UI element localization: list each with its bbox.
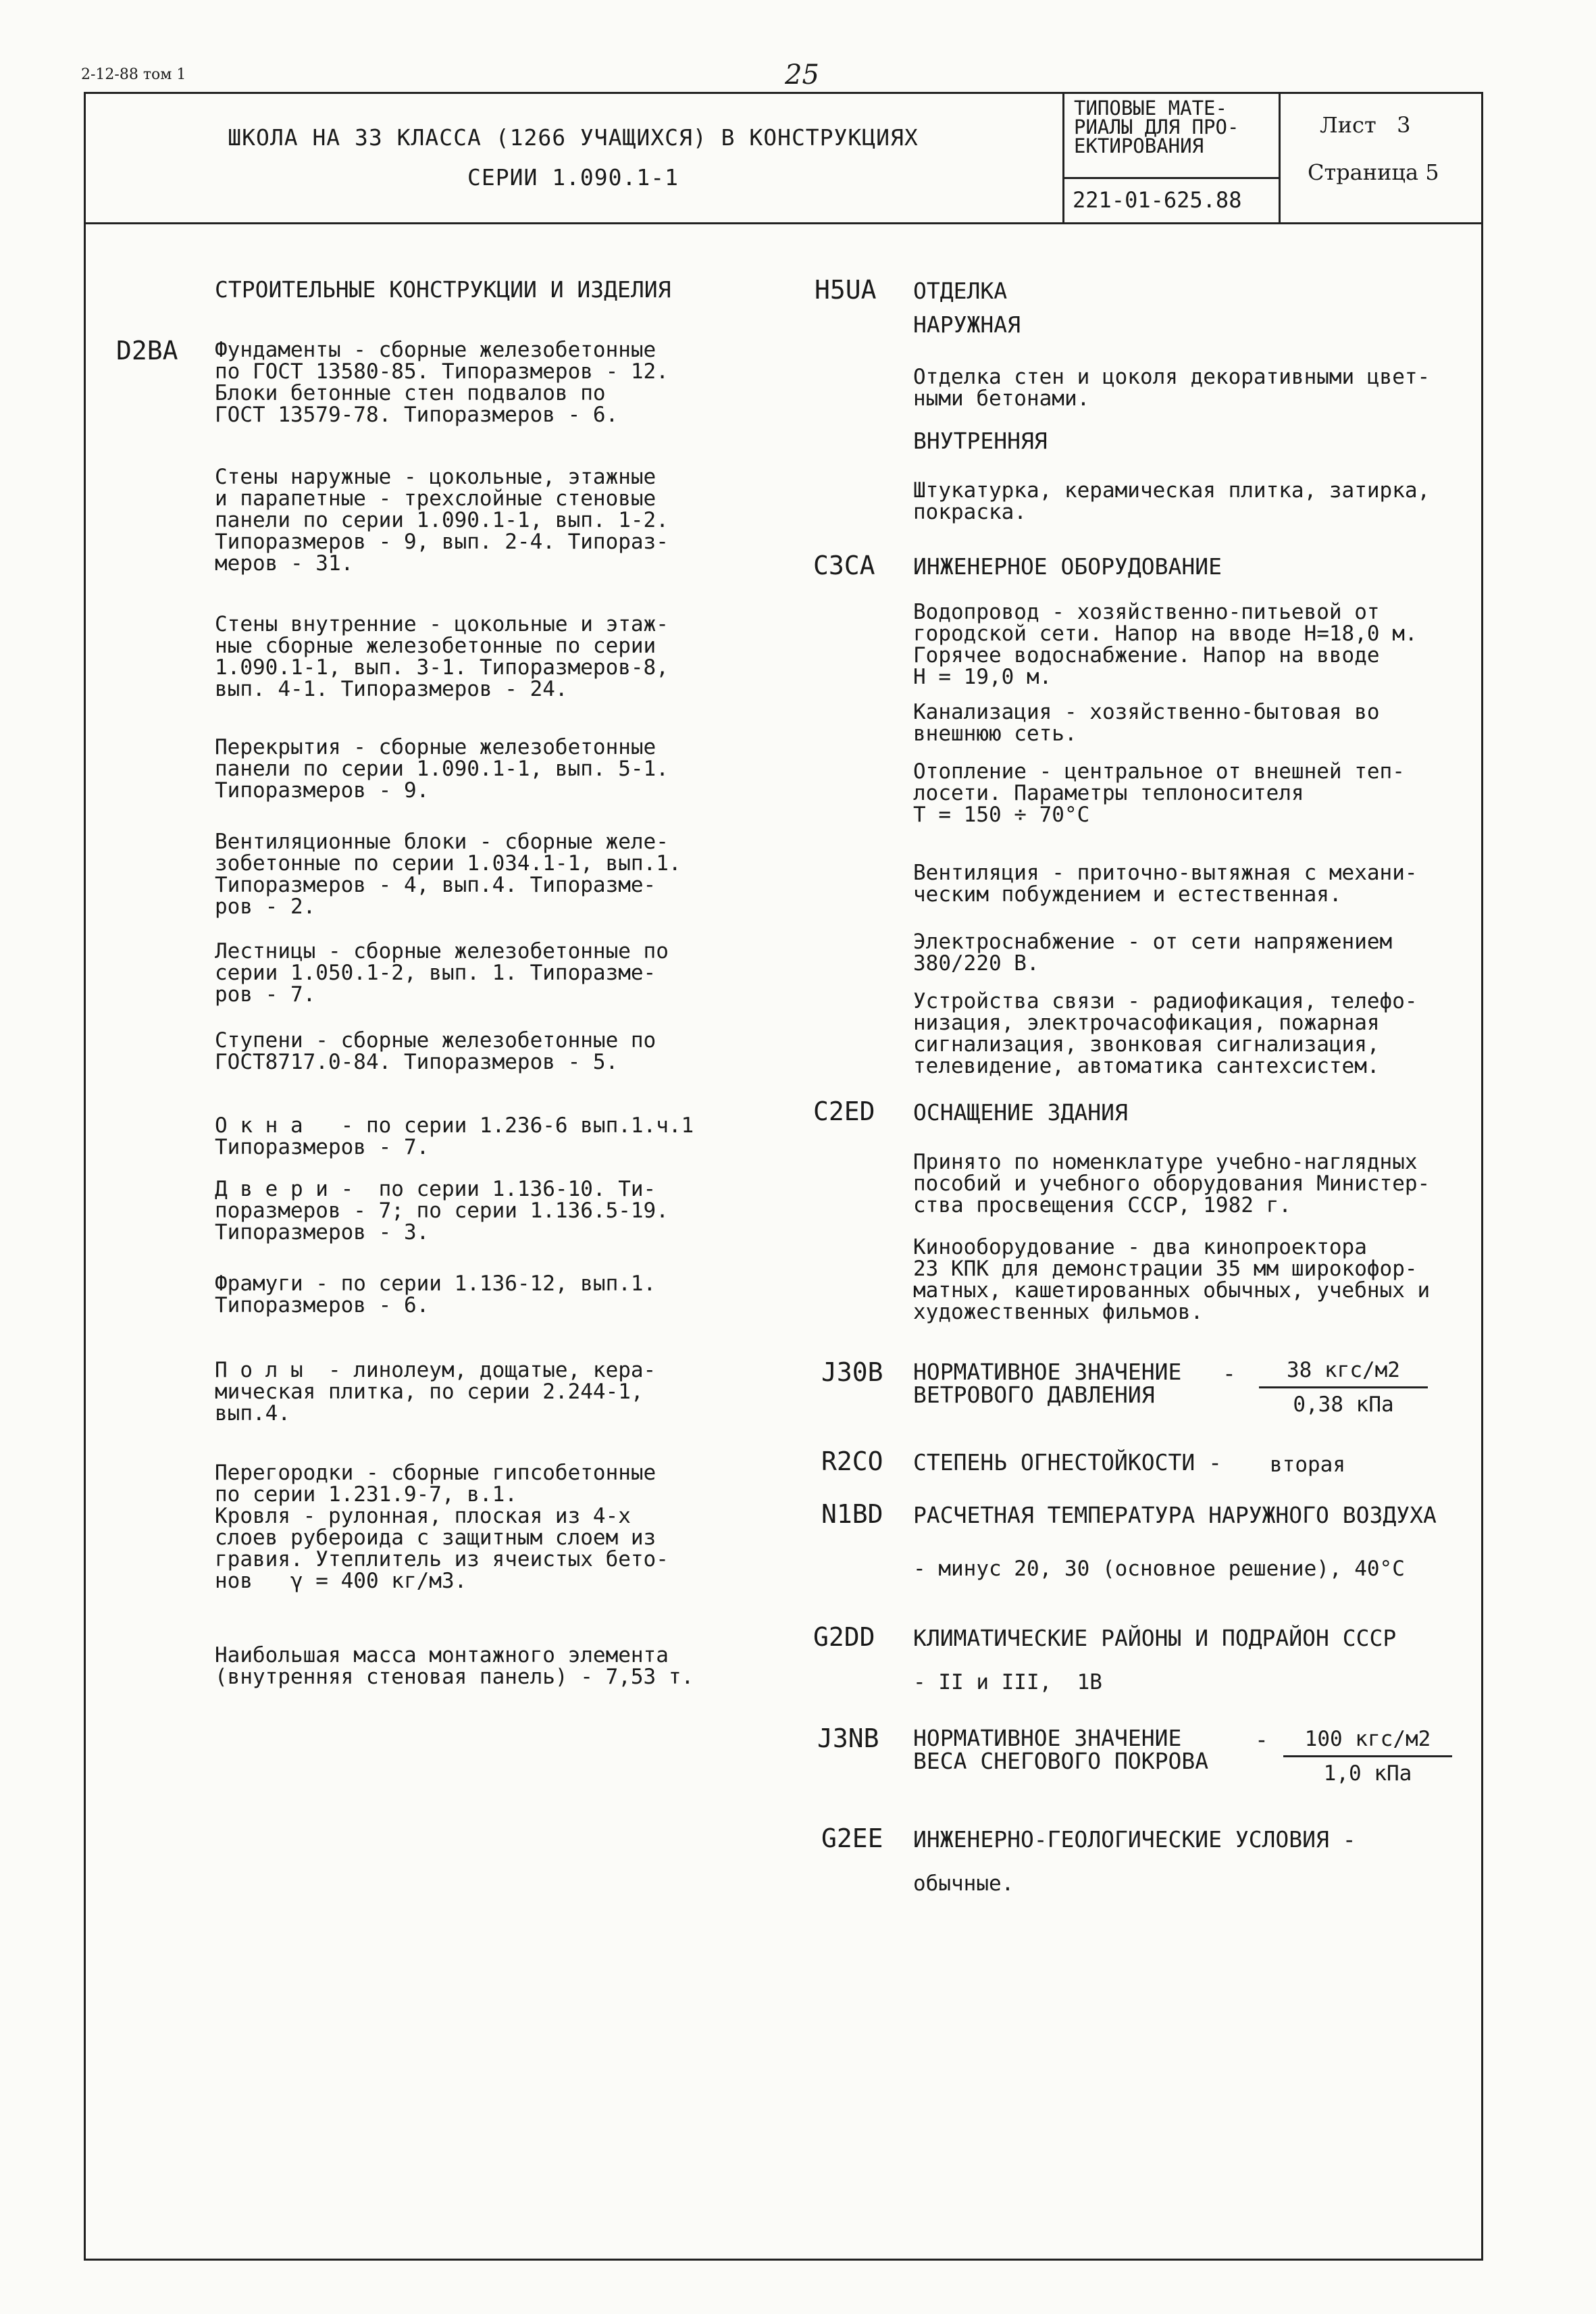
wind-value-numerator: 38 кгс/м2: [1259, 1358, 1428, 1388]
document-title: [84, 92, 1064, 222]
building-heading: ОСНАЩЕНИЕ ЗДАНИЯ: [913, 1099, 1128, 1126]
page-label: Страница 5: [1308, 159, 1439, 185]
snow-code: J3NB: [817, 1724, 879, 1753]
left-heading: СТРОИТЕЛЬНЫЕ КОНСТРУКЦИИ И ИЗДЕЛИЯ: [215, 276, 671, 303]
equipment-code: C3CA: [813, 551, 875, 580]
wind-label: НОРМАТИВНОЕ ЗНАЧЕНИЕ ВЕТРОВОГО ДАВЛЕНИЯ: [913, 1359, 1182, 1408]
climate-value: - II и III, 1В: [913, 1670, 1102, 1694]
fire-label: СТЕПЕНЬ ОГНЕСТОЙКОСТИ -: [913, 1449, 1222, 1476]
wind-value-denominator: 0,38 кПа: [1293, 1392, 1394, 1417]
finish-code: H5UA: [815, 275, 877, 305]
corner-note: 2-12-88 том 1: [81, 66, 186, 83]
fire-value: вторая: [1270, 1453, 1345, 1477]
left-item-12: Перегородки - сборные гипсобетонные по серии 1.231.9-7, в.1. Кровля - рулонная, плоская из 4-х слоев рубероида с защитным слоем из гравия. Утеплитель из ячеистых бето- нов γ = 400 кг/м3.: [215, 1461, 669, 1593]
doc-type-cell: [1064, 92, 1281, 222]
left-item-7: Ступени - сборные железобетонные по ГОСТ8717.0-84. Типоразмеров - 5.: [215, 1028, 657, 1074]
left-item-13: Наибольшая масса монтажного элемента (внутренняя стеновая панель) - 7,53 т.: [215, 1643, 694, 1689]
equipment-item-heating: Отопление - центральное от внешней теп- лосети. Параметры теплоносителя Т = 150 ÷ 70°C: [913, 759, 1405, 827]
sheet-number: Лист 3: [1320, 112, 1411, 138]
wind-dash: -: [1222, 1360, 1236, 1386]
temp-label: РАСЧЕТНАЯ ТЕМПЕРАТУРА НАРУЖНОГО ВОЗДУХА: [913, 1502, 1437, 1528]
temp-code: N1BD: [821, 1499, 883, 1529]
equipment-item-sewer: Канализация - хозяйственно-бытовая во внешнюю сеть.: [913, 700, 1380, 746]
left-item-2: Стены наружные - цокольные, этажные и парапетные - трехслойные стеновые панели по серии 1.090.1-1, вып. 1-2. Типоразмеров - 9, вып. 2-4. Типораз- меров - 31.: [215, 465, 669, 576]
left-item-1: Фундаменты - сборные железобетонные по ГОСТ 13580-85. Типоразмеров - 12. Блоки бетонные стен подвалов по ГОСТ 13579-78. Типоразмеров - 6.: [215, 338, 669, 427]
fire-code: R2CO: [821, 1447, 883, 1476]
geology-value: обычные.: [913, 1871, 1014, 1896]
building-code: C2ED: [813, 1097, 875, 1126]
finish-inner-subheading: ВНУТРЕННЯЯ: [913, 428, 1048, 454]
wind-value: [1259, 1358, 1428, 1417]
doc-type: ТИПОВЫЕ МАТЕ- РИАЛЫ ДЛЯ ПРО- ЕКТИРОВАНИЯ: [1074, 97, 1239, 157]
left-item-8: О к н а - по серии 1.236-6 вып.1.ч.1 Типоразмеров - 7.: [215, 1113, 694, 1159]
left-item-11: П о л ы - линолеум, дощатые, кера- мическая плитка, по серии 2.244-1, вып.4.: [215, 1358, 657, 1426]
snow-value: [1283, 1727, 1452, 1786]
left-item-3: Стены внутренние - цокольные и этаж- ные сборные железобетонные по серии 1.090.1-1, вып. 3-1. Типоразмеров-8, вып. 4-1. Типоразмеров - 24.: [215, 612, 669, 701]
equipment-item-power: Электроснабжение - от сети напряжением 380/220 В.: [913, 930, 1393, 976]
finish-inner-text: Штукатурка, керамическая плитка, затирка, покраска.: [913, 478, 1431, 524]
sheet-cell: [1281, 92, 1481, 222]
title-line-2: СЕРИИ 1.090.1-1: [467, 164, 679, 191]
page-number: 25: [785, 59, 819, 91]
building-item-aids: Принято по номенклатуре учебно-наглядных пособий и учебного оборудования Министер- ства просвещения СССР, 1982 г.: [913, 1150, 1431, 1217]
geology-label: ИНЖЕНЕРНО-ГЕОЛОГИЧЕСКИЕ УСЛОВИЯ -: [913, 1826, 1356, 1853]
snow-value-numerator: 100 кгс/м2: [1283, 1727, 1452, 1757]
left-section-code: D2BA: [116, 336, 178, 366]
temp-value: - минус 20, 30 (основное решение), 40°C: [913, 1557, 1405, 1581]
wind-code: J30B: [821, 1357, 883, 1387]
equipment-item-comm: Устройства связи - радиофикация, телефо- низация, электрочасофикация, пожарная сигнализация, звонковая сигнализация, телевидение, автоматика сантехсистем.: [913, 989, 1418, 1078]
building-item-cinema: Кинооборудование - два кинопроектора 23 КПК для демонстрации 35 мм широкофор- матных, кашетированных обычных, учебных и художественных фильмов.: [913, 1235, 1431, 1324]
finish-outer-subheading: НАРУЖНАЯ: [913, 311, 1021, 338]
snow-value-denominator: 1,0 кПа: [1323, 1761, 1412, 1786]
geology-code: G2EE: [821, 1823, 883, 1853]
finish-outer-text: Отделка стен и цоколя декоративными цвет- ными бетонами.: [913, 365, 1431, 411]
left-item-4: Перекрытия - сборные железобетонные панели по серии 1.090.1-1, вып. 5-1. Типоразмеров - 9.: [215, 735, 669, 803]
finish-heading: ОТДЕЛКА: [913, 278, 1008, 304]
title-line-1: ШКОЛА НА 33 КЛАССА (1266 УЧАЩИХСЯ) В КОНСТРУКЦИЯХ: [228, 124, 919, 151]
climate-label: КЛИМАТИЧЕСКИЕ РАЙОНЫ И ПОДРАЙОН СССР: [913, 1625, 1397, 1651]
title-block: [84, 92, 1483, 224]
left-item-6: Лестницы - сборные железобетонные по серии 1.050.1-2, вып. 1. Типоразме- ров - 7.: [215, 939, 669, 1007]
equipment-heading: ИНЖЕНЕРНОЕ ОБОРУДОВАНИЕ: [913, 553, 1222, 580]
snow-dash: -: [1255, 1726, 1268, 1753]
left-item-10: Фрамуги - по серии 1.136-12, вып.1. Типоразмеров - 6.: [215, 1272, 657, 1317]
left-item-9: Д в е р и - по серии 1.136-10. Ти- поразмеров - 7; по серии 1.136.5-19. Типоразмеров - 3.: [215, 1177, 669, 1244]
left-item-5: Вентиляционные блоки - сборные желе- зобетонные по серии 1.034.1-1, вып.1. Типоразмеров - 4, вып.4. Типоразме- ров - 2.: [215, 830, 681, 919]
snow-label: НОРМАТИВНОЕ ЗНАЧЕНИЕ ВЕСА СНЕГОВОГО ПОКРОВА: [913, 1725, 1209, 1774]
climate-code: G2DD: [813, 1622, 875, 1652]
equipment-item-ventilation: Вентиляция - приточно-вытяжная с механи- ческим побуждением и естественная.: [913, 861, 1418, 907]
equipment-item-water: Водопровод - хозяйственно-питьевой от городской сети. Напор на вводе Н=18,0 м. Горячее водоснабжение. Напор на вводе Н = 19,0 м.: [913, 600, 1418, 689]
doc-code: 221-01-625.88: [1064, 177, 1279, 213]
